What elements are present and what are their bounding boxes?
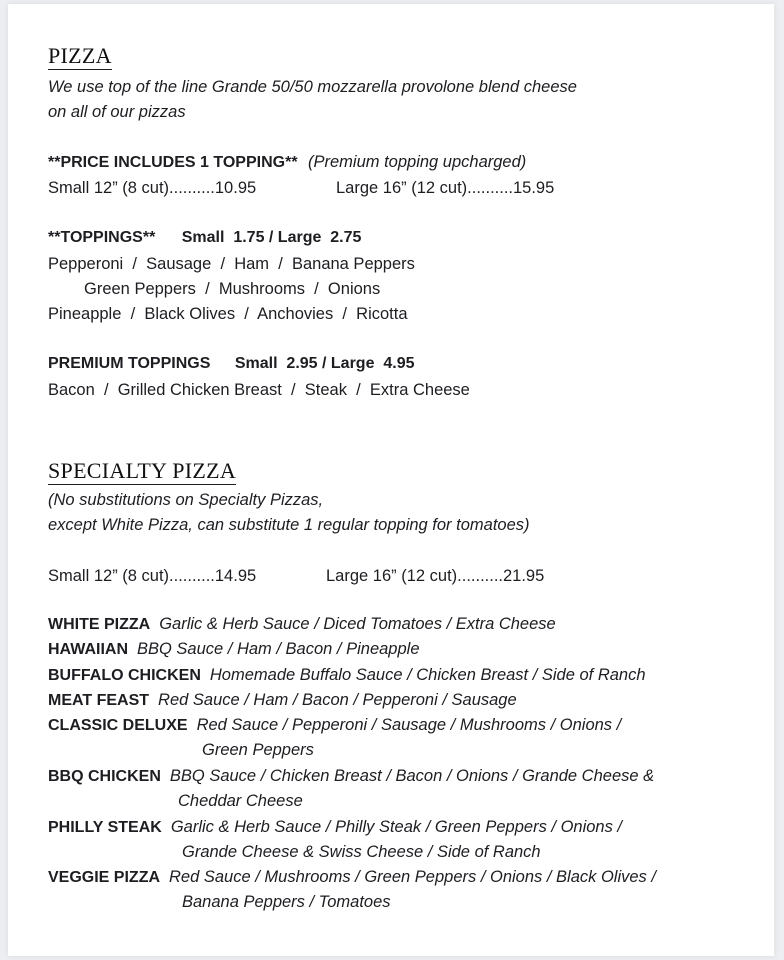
premium-toppings-price: Small 2.95 / Large 4.95 [234,355,415,372]
item-name: MEAT FEAST [48,692,150,709]
specialty-item-bbq-chicken [48,767,654,786]
toppings-line1: Pepperoni / Sausage / Ham / Banana Peppers [48,255,415,273]
pizza-description-line2: on all of our pizzas [48,103,186,121]
item-description: BBQ Sauce / Ham / Bacon / Pineapple [137,640,420,658]
item-description: Red Sauce / Mushrooms / Green Peppers / Onions / Black Olives / [169,868,656,886]
item-description: Red Sauce / Ham / Bacon / Pepperoni / Sausage [158,691,517,709]
price-includes-header: **PRICE INCLUDES 1 TOPPING** [48,154,298,171]
specialty-section-title: SPECIALTY PIZZA [48,458,237,483]
toppings-header-row [48,229,361,247]
specialty-item-hawaiian [48,640,420,659]
pizza-section-title: PIZZA [48,43,112,68]
specialty-note-line2: except White Pizza, can substitute 1 regular topping for tomatoes) [48,516,530,534]
specialty-large-price: Large 16” (12 cut)..........21.95 [326,567,545,585]
item-name: HAWAIIAN [48,641,128,658]
specialty-item-buffalo-chicken [48,666,646,685]
toppings-line2: Green Peppers / Mushrooms / Onions [84,280,381,298]
item-name: VEGGIE PIZZA [48,869,161,886]
veggie-pizza-description-line2: Banana Peppers / Tomatoes [182,893,391,911]
pizza-description-line1: We use top of the line Grande 50/50 mozzarella provolone blend cheese [48,78,577,96]
toppings-price: Small 1.75 / Large 2.75 [181,229,362,246]
menu-page [8,4,774,956]
item-description: Garlic & Herb Sauce / Philly Steak / Green Peppers / Onions / [170,818,623,836]
item-description: Garlic & Herb Sauce / Diced Tomatoes / Extra Cheese [159,615,556,633]
pizza-large-price: Large 16” (12 cut)..........15.95 [336,179,555,197]
toppings-header: **TOPPINGS** [48,229,156,246]
item-name: CLASSIC DELUXE [48,717,188,734]
specialty-item-meat-feast [48,691,517,710]
specialty-note-line1: (No substitutions on Specialty Pizzas, [48,491,324,509]
premium-header-row [48,355,415,373]
item-description: Red Sauce / Pepperoni / Sausage / Mushrooms / Onions / [196,716,622,734]
item-description: BBQ Sauce / Chicken Breast / Bacon / Onions / Grande Cheese & [169,767,655,785]
philly-steak-description-line2: Grande Cheese & Swiss Cheese / Side of Ranch [182,843,541,861]
classic-deluxe-description-line2: Green Peppers [202,741,314,759]
item-name: PHILLY STEAK [48,819,162,836]
item-name: BUFFALO CHICKEN [48,667,201,684]
premium-toppings-line1: Bacon / Grilled Chicken Breast / Steak / Extra Cheese [48,381,470,399]
specialty-small-price: Small 12” (8 cut)..........14.95 [48,567,257,585]
premium-toppings-header: PREMIUM TOPPINGS [48,355,211,372]
item-description: Homemade Buffalo Sauce / Chicken Breast / Side of Ranch [209,666,646,684]
specialty-item-white-pizza [48,615,556,634]
toppings-line3: Pineapple / Black Olives / Anchovies / Ricotta [48,305,408,323]
premium-upcharge-note: (Premium topping upcharged) [308,153,527,171]
specialty-item-classic-deluxe [48,716,621,735]
pizza-small-price: Small 12” (8 cut)..........10.95 [48,179,257,197]
price-includes-row [48,153,526,172]
specialty-item-veggie-pizza [48,868,656,887]
item-name: WHITE PIZZA [48,616,151,633]
specialty-item-philly-steak [48,818,622,837]
item-name: BBQ CHICKEN [48,768,161,785]
bbq-chicken-description-line2: Cheddar Cheese [178,792,303,810]
